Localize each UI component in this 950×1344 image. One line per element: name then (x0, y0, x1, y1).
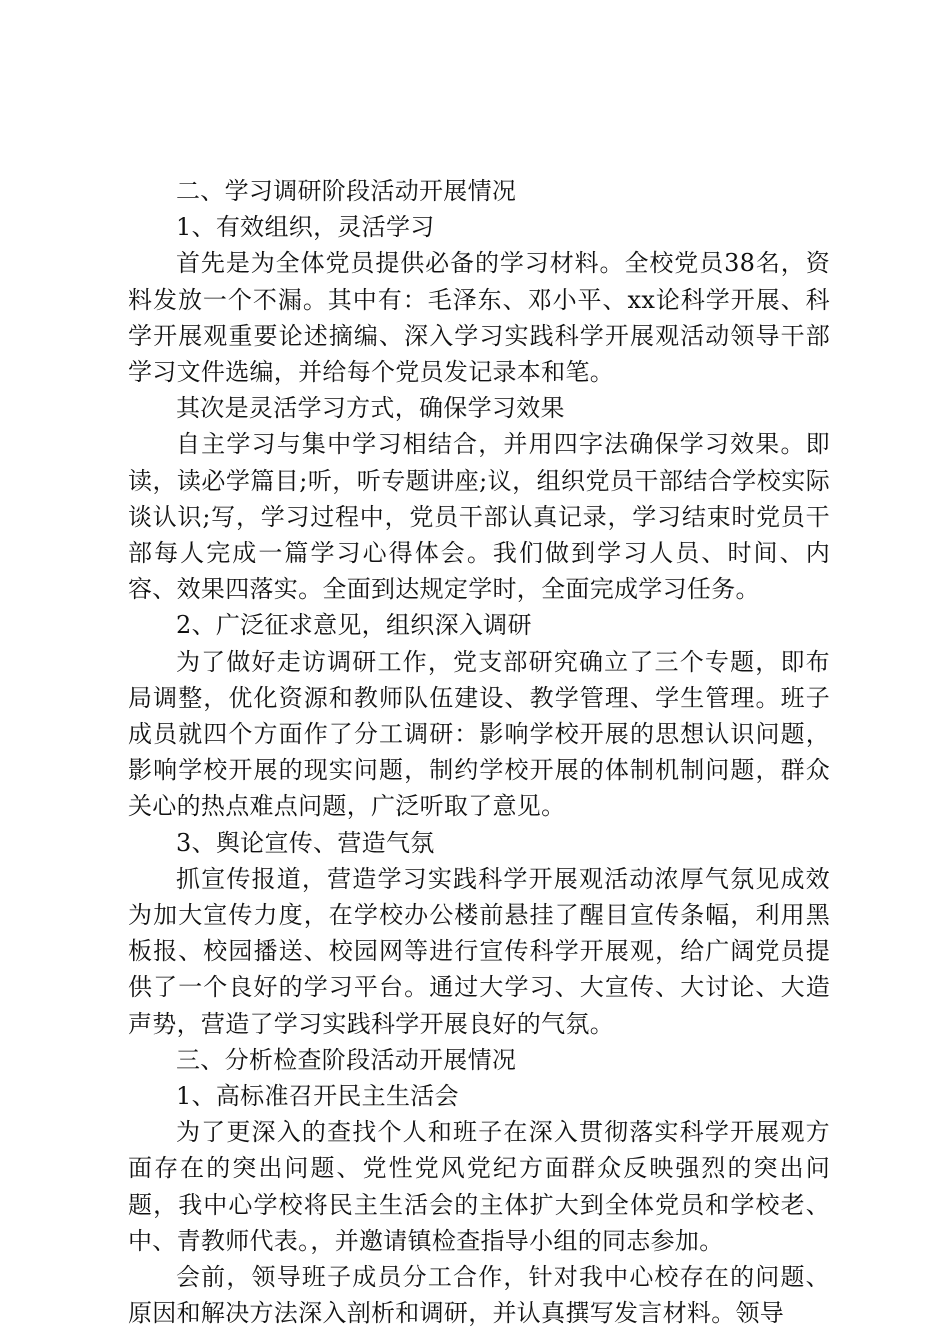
section-heading-3: 三、分析检查阶段活动开展情况 (176, 1045, 517, 1074)
paragraph-pre-meeting: 会前，领导班子成员分工合作，针对我中心校存在的问题、原因和解决方法深入剖析和调研，并认真撰写发言材料。领导 (128, 1263, 830, 1328)
paragraph-study-method: 自主学习与集中学习相结合，并用四字法确保学习效果。即读，读必学篇目;听，听专题讲座;议，组织党员干部结合学校实际谈认识;写，学习过程中，党员干部认真记录，学习结束时党员干部每人完成一篇学习心得体会。我们做到学习人员、时间、内容、效果四落实。全面到达规定学时，全面完成学习任务。 (128, 430, 830, 604)
subheading-study-method: 其次是灵活学习方式，确保学习效果 (176, 394, 565, 423)
document-body (128, 173, 830, 1332)
paragraph-democratic-meeting: 为了更深入的查找个人和班子在深入贯彻落实科学开展观方面存在的突出问题、党性党风党纪方面群众反映强烈的突出问题，我中心学校将民主生活会的主体扩大到全体党员和学校老、中、青教师代表。，并邀请镇检查指导小组的同志参加。 (128, 1118, 830, 1255)
section-heading-2: 二、学习调研阶段活动开展情况 (176, 177, 517, 205)
paragraph-publicity: 抓宣传报道，营造学习实践科学开展观活动浓厚气氛见成效为加大宣传力度，在学校办公楼前悬挂了醒目宣传条幅，利用黑板报、校园播送、校园网等进行宣传科学开展观，给广阔党员提供了一个良好的学习平台。通过大学习、大宣传、大讨论、大造声势，营造了学习实践科学开展良好的气氛。 (128, 864, 830, 1038)
subheading-opinions-research: 2、广泛征求意见，组织深入调研 (176, 611, 532, 640)
paragraph-research: 为了做好走访调研工作，党支部研究确立了三个专题，即布局调整，优化资源和教师队伍建设、教学管理、学生管理。班子成员就四个方面作了分工调研：影响学校开展的思想认识问题，影响学校开展的现实问题，制约学校开展的体制机制问题，群众关心的热点难点问题，广泛听取了意见。 (128, 647, 830, 821)
subheading-organize-study: 1、有效组织，灵活学习 (176, 213, 435, 242)
subheading-democratic-meeting: 1、高标准召开民主生活会 (176, 1082, 459, 1111)
paragraph-materials: 首先是为全体党员提供必备的学习材料。全校党员38名，资料发放一个不漏。其中有：毛泽东、邓小平、xx论科学开展、科学开展观重要论述摘编、深入学习实践科学开展观活动领导干部学习文件选编，并给每个党员发记录本和笔。 (128, 249, 830, 387)
subheading-publicity: 3、舆论宣传、营造气氛 (176, 828, 435, 857)
